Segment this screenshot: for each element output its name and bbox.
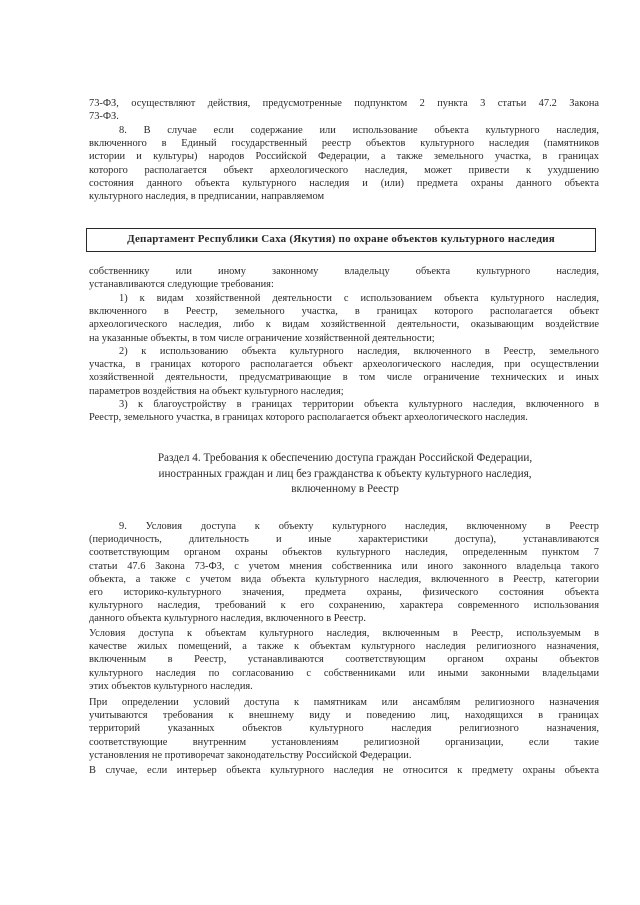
requirements-intro <box>89 265 599 291</box>
text-line: устанавливаются следующие требования: <box>89 279 274 291</box>
paragraph-religious <box>89 696 599 762</box>
text-line: качестве жилых помещений, а также к объектам культурного наследия религиозного назначения, <box>89 641 599 653</box>
text-line: территорий указанных объектов культурного наследия религиозного назначения, <box>89 723 599 735</box>
text-line: культурного наследия, в предписании, направляемом <box>89 191 325 203</box>
text-line: включенным в Реестр, устанавливаются соответствующим органом охраны объектов <box>89 654 599 666</box>
text-line: (периодичность, длительность и иные характеристики доступа), устанавливаются <box>89 534 599 546</box>
paragraph-access-residential <box>89 627 599 693</box>
text-line: 9. Условия доступа к объекту культурного наследия, включенному в Реестр <box>119 521 599 532</box>
paragraph-8 <box>89 124 599 203</box>
text-line: соответствующим органом охраны объектов культурного наследия, определенным пунктом 7 <box>89 547 599 559</box>
text-line: соответствующие внутренним установлениям религиозной организации, если такие <box>89 736 599 748</box>
text-line: участка, в границах которого располагается объект археологического наследия, при осуществлении <box>89 359 599 371</box>
text-line: параметров воздействия на объект культурного наследия; <box>89 385 344 397</box>
text-line: При определении условий доступа к памятникам или ансамблям религиозного назначения <box>89 697 599 708</box>
section-4-heading <box>120 451 570 498</box>
text-line: Реестр, земельного участка, в границах которого располагается объект археологического наследия. <box>89 412 528 424</box>
text-line: этих объектов культурного наследия. <box>89 680 253 692</box>
requirement-1 <box>89 292 599 345</box>
heading-line: включенному в Реестр <box>291 483 399 495</box>
requirement-2 <box>89 345 599 398</box>
text-line: 73-ФЗ, осуществляют действия, предусмотренные подпунктом 2 пункта 3 статьи 47.2 Закона <box>89 98 599 109</box>
text-line: статьи 47.6 Закона 73-ФЗ, с учетом мнения собственника или иного законного владельца такого <box>89 560 599 572</box>
paragraph-9 <box>89 520 599 626</box>
text-line: его историко-культурного значения, предмета охраны, физического состояния объекта <box>89 587 599 599</box>
text-line: установления не противоречат законодательству Российской Федерации. <box>89 749 412 761</box>
paragraph-interior <box>89 764 599 777</box>
text-line: объекта, а также с учетом вида объекта культурного наследия, включенного в Реестр, категории <box>89 573 599 585</box>
text-line: которого располагается объект археологического наследия, может привести к ухудшению <box>89 164 599 176</box>
text-line: учитываются требования к внешнему виду и поведению лиц, находящихся в границах <box>89 710 599 722</box>
text-line: культурного наследия, требований к его сохранению, характера современного использования <box>89 600 599 612</box>
text-line: В случае, если интерьер объекта культурного наследия не относится к предмету охраны объекта <box>89 765 599 776</box>
text-line: истории и культуры) народов Российской Федерации, а также земельного участка, в границах <box>89 151 599 163</box>
text-line: Условия доступа к объектам культурного наследия, включенным в Реестр, используемым в <box>89 628 599 639</box>
text-line: культурного наследия по согласованию с собственниками или иными законными владельцами <box>89 667 599 679</box>
department-stamp: Департамент Республики Саха (Якутия) по охране объектов культурного наследия <box>86 228 596 252</box>
text-line: археологического наследия, либо к видам хозяйственной деятельности, оказывающим воздействие <box>89 319 599 331</box>
heading-line: иностранных граждан и лиц без гражданства к объекту культурного наследия, <box>158 467 532 480</box>
text-line: 3) к благоустройству в границах территории объекта культурного наследия, включенного в <box>119 399 599 410</box>
text-line: на указанные объекты, в том числе ограничение хозяйственной деятельности; <box>89 332 435 344</box>
text-line: 73-ФЗ. <box>89 111 119 123</box>
text-line: 8. В случае если содержание или использование объекта культурного наследия, <box>119 125 599 136</box>
text-line: включенного в Реестр, земельного участка, в границах которого располагается объект <box>89 306 599 318</box>
text-line: данного объекта культурного наследия, включенного в Реестр. <box>89 613 366 625</box>
text-line: хозяйственной деятельности, предусматривающие в том числе ограничение технических и иных <box>89 372 599 384</box>
text-line: собственнику или иному законному владельцу объекта культурного наследия, <box>89 266 599 277</box>
text-line: включенного в Единый государственный реестр объектов культурного наследия (памятников <box>89 138 599 150</box>
continuation-text-top <box>89 97 599 123</box>
requirement-3 <box>89 398 599 424</box>
text-line: 1) к видам хозяйственной деятельности с использованием объекта культурного наследия, <box>119 293 599 304</box>
text-line: 2) к использованию объекта культурного наследия, включенного в Реестр, земельного <box>119 346 599 357</box>
heading-line: Раздел 4. Требования к обеспечению доступа граждан Российской Федерации, <box>157 452 533 464</box>
text-line: состояния данного объекта культурного наследия и (или) предмета охраны данного объекта <box>89 177 599 189</box>
